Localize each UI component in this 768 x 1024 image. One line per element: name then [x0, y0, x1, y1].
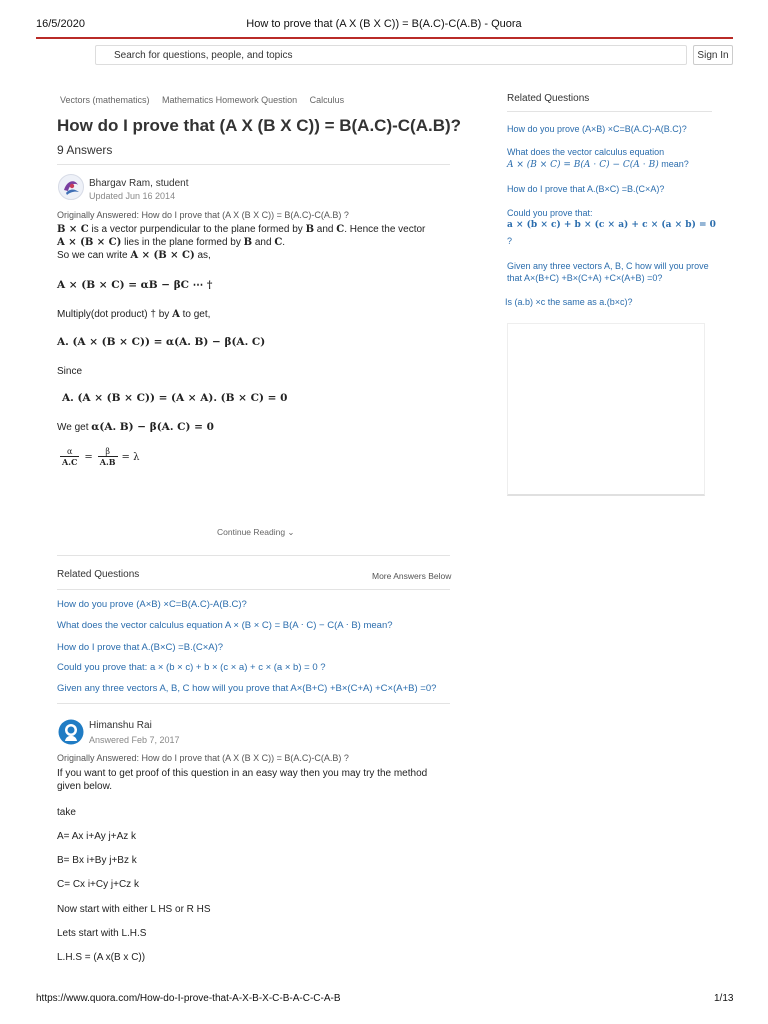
- text: .: [282, 237, 286, 248]
- related-question-link[interactable]: How do I prove that A.(B×C) =B.(C×A)?: [57, 642, 224, 653]
- text: and: [314, 224, 337, 235]
- sidebar-related-link[interactable]: Is (a.b) ×c the same as a.(b×c)?: [505, 297, 633, 307]
- avatar[interactable]: [58, 174, 84, 205]
- topic-link[interactable]: Vectors (mathematics): [60, 95, 150, 105]
- answer-date: Updated Jun 16 2014: [89, 191, 176, 201]
- multiply-text: [57, 308, 210, 321]
- topic-link[interactable]: Mathematics Homework Question: [162, 95, 298, 105]
- fraction: [60, 447, 79, 467]
- math-inline: C: [274, 237, 283, 248]
- math-inline: A × (B × C): [130, 250, 195, 261]
- answer-date: Answered Feb 7, 2017: [89, 735, 180, 745]
- equation-1: A × (B × C) = αB − βC ⋯ †: [57, 279, 213, 291]
- answer-paragraph: [57, 223, 457, 262]
- text: . Hence the vector: [344, 224, 426, 235]
- sidebar-related-link[interactable]: that A×(B+C) +B×(C+A) +C×(A+B) =0?: [507, 273, 663, 283]
- math-inline: A: [172, 309, 180, 320]
- text: We get: [57, 422, 92, 433]
- author-name[interactable]: Bhargav Ram, student: [89, 178, 189, 189]
- more-answers-below: More Answers Below: [372, 571, 452, 581]
- sidebar-related-link[interactable]: Given any three vectors A, B, C how will you prove: [507, 261, 709, 271]
- sidebar-related-heading: Related Questions: [507, 93, 590, 104]
- answer-line: C= Cx i+Cy j+Cz k: [57, 879, 139, 890]
- sidebar-related-link[interactable]: How do I prove that A.(B×C) =B.(C×A)?: [507, 184, 665, 194]
- math-inline: C: [336, 224, 345, 235]
- question-title: How do I prove that (A X (B X C)) = B(A.C)-C(A.B)?: [57, 116, 462, 135]
- divider: [507, 111, 712, 112]
- originally-answered: Originally Answered: How do I prove that (A X (B X C)) = B(A.C)-C(A.B) ?: [57, 210, 349, 220]
- related-question-link[interactable]: What does the vector calculus equation A × (B × C) = B(A ⋅ C) − C(A ⋅ B) mean?: [57, 620, 393, 631]
- sidebar-related-link[interactable]: How do you prove (A×B) ×C=B(A.C)-A(B.C)?: [507, 124, 687, 134]
- answer-paragraph: [57, 767, 457, 793]
- sidebar-related-link[interactable]: What does the vector calculus equation: [507, 147, 665, 157]
- print-page-number: 1/13: [714, 993, 734, 1004]
- sidebar-related-link-math[interactable]: [507, 159, 689, 170]
- print-date: 16/5/2020: [36, 18, 85, 30]
- math-inline: B: [305, 224, 315, 235]
- answer-line: take: [57, 807, 76, 818]
- since-text: Since: [57, 366, 83, 377]
- denominator: A.B: [99, 457, 116, 467]
- equation-3: A. (A × (B × C)) = (A × A). (B × C) = 0: [62, 392, 288, 404]
- answer-count: 9 Answers: [57, 143, 113, 157]
- divider: [57, 703, 450, 704]
- text: lies in the plane formed by: [121, 237, 244, 248]
- answer-line: L.H.S = (A x(B x C)): [57, 952, 146, 963]
- topic-list: [60, 95, 354, 105]
- author-name[interactable]: Himanshu Rai: [89, 720, 152, 731]
- text: So we can write: [57, 250, 131, 261]
- divider: [57, 164, 450, 165]
- sign-in-button[interactable]: Sign In: [693, 45, 733, 65]
- text: to get,: [179, 309, 211, 320]
- text: given below.: [57, 781, 113, 792]
- top-accent-bar: [36, 37, 733, 39]
- print-page-title: How to prove that (A X (B X C)) = B(A.C)-C(A.B) - Quora: [246, 18, 522, 30]
- math-inline: A × (B × C) = B(A ⋅ C) − C(A ⋅ B): [507, 160, 659, 170]
- divider: [57, 555, 450, 556]
- math-inline: B × C: [57, 224, 89, 235]
- answer-line: Lets start with L.H.S: [57, 928, 147, 939]
- text: Multiply(dot product) † by: [57, 309, 173, 320]
- equation-2: A. (A × (B × C)) = α(A. B) − β(A. C): [57, 336, 266, 348]
- text: mean?: [658, 159, 689, 169]
- fraction: [98, 447, 118, 467]
- math-inline: α(A. B) − β(A. C) = 0: [91, 421, 214, 433]
- sidebar-related-link-math[interactable]: a × (b × c) + b × (c × a) + c × (a × b) = 0: [507, 220, 716, 230]
- ad-placeholder: [507, 323, 705, 496]
- equation-4: [60, 447, 139, 467]
- text: as,: [194, 250, 211, 261]
- equals: =: [84, 451, 93, 463]
- equals-lambda: = λ: [121, 451, 140, 463]
- sidebar-related-link[interactable]: ?: [507, 236, 513, 246]
- divider: [57, 589, 450, 590]
- answer-line: A= Ax i+Ay j+Az k: [57, 831, 137, 842]
- text: is a vector purpendicular to the plane formed by: [88, 224, 306, 235]
- answer-line: B= Bx i+By j+Bz k: [57, 855, 137, 866]
- numerator: α: [66, 447, 73, 456]
- text: and: [252, 237, 275, 248]
- related-question-link[interactable]: Could you prove that: a × (b × c) + b × (c × a) + c × (a × b) = 0 ?: [57, 662, 326, 673]
- print-url: https://www.quora.com/How-do-I-prove-that-A-X-B-X-C-B-A-C-C-A-B: [36, 993, 341, 1004]
- math-inline: A × (B × C): [57, 237, 122, 248]
- related-question-link[interactable]: How do you prove (A×B) ×C=B(A.C)-A(B.C)?: [57, 599, 247, 610]
- weget-text: [57, 421, 214, 434]
- search-input[interactable]: Search for questions, people, and topics: [95, 45, 687, 65]
- topic-link[interactable]: Calculus: [309, 95, 345, 105]
- continue-reading-button[interactable]: Continue Reading ⌄: [217, 527, 295, 537]
- answer-line: Now start with either L HS or R HS: [57, 904, 211, 915]
- denominator: A.C: [62, 457, 78, 467]
- related-question-link[interactable]: Given any three vectors A, B, C how will you prove that A×(B+C) +B×(C+A) +C×(A+B) =0?: [57, 683, 437, 694]
- related-questions-heading: Related Questions: [57, 569, 140, 580]
- originally-answered: Originally Answered: How do I prove that (A X (B X C)) = B(A.C)-C(A.B) ?: [57, 753, 349, 763]
- avatar[interactable]: [58, 719, 84, 750]
- sidebar-related-link[interactable]: Could you prove that:: [507, 208, 593, 218]
- math-inline: B: [243, 237, 253, 248]
- numerator: β: [105, 447, 110, 456]
- text: If you want to get proof of this question in an easy way then you may try the method: [57, 768, 428, 779]
